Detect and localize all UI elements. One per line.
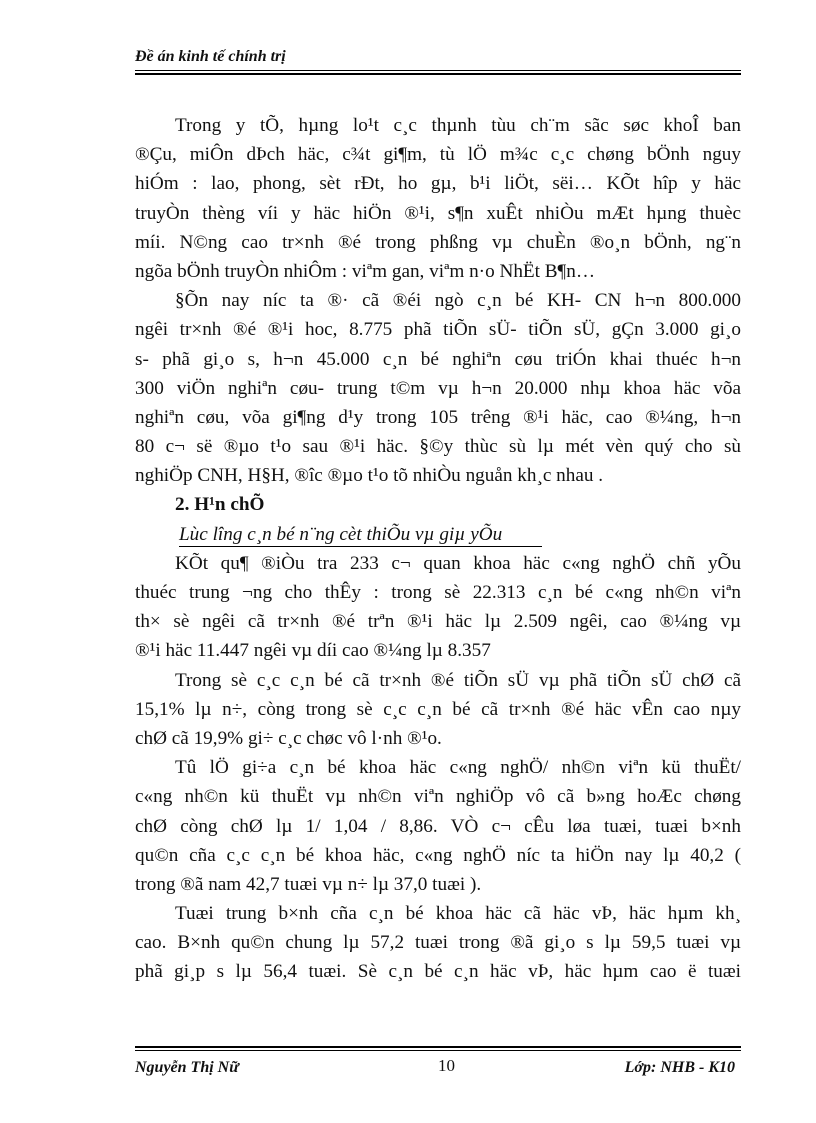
header-rule [135, 70, 741, 71]
paragraph-line: ngêi tr×nh ®é ®¹i hoc, 8.775 phã tiÕn sÜ- tiÕn sÜ, gÇn 3.000 gi¸o [135, 319, 741, 341]
paragraph-line: cao. B×nh qu©n chung lµ 57,2 tuæi trong ®ã gi¸o s lµ 59,5 tuæi vµ [135, 932, 741, 954]
paragraph-line: Trong sè c¸c c¸n bé cã tr×nh ®é tiÕn sÜ vµ phã tiÕn sÜ chØ cã [175, 669, 741, 691]
footer-author: Nguyễn Thị Nữ [135, 1059, 239, 1076]
paragraph-line: thuéc trung ¬ng cho thÊy : trong sè 22.313 c¸n bé c«ng nh©n viªn [135, 582, 741, 603]
paragraph-line: hiÓm : lao, phong, sèt rÐt, ho gµ, b¹i liÖt, sëi… KÕt hîp y häc [135, 173, 741, 195]
header-title: Đề án kinh tế chính trị [135, 48, 286, 65]
paragraph-line: míi. N©ng cao tr×nh ®é trong phßng vµ chuÈn ®o¸n bÖnh, ng¨n [135, 231, 741, 253]
paragraph-line: 300 viÖn nghiªn cøu- trung t©m vµ h¬n 20.000 nhµ khoa häc võa [135, 377, 741, 399]
footer-class: Lớp: NHB - K10 [624, 1059, 735, 1076]
subheading-line [135, 520, 741, 549]
paragraph-line: ®Çu, miÔn dÞch häc, c¾t gi¶m, tù lÖ m¾c c¸c chøng bÖnh nguy [135, 144, 741, 166]
paragraph-line: KÕt qu¶ ®iÒu tra 233 c¬ quan khoa häc c«ng nghÖ chñ yÕu [175, 552, 741, 574]
paragraph-line: nghiÖp CNH, H§H, ®îc ®µo t¹o tõ nhiÒu nguån kh¸c nhau . [135, 465, 604, 487]
paragraph-line: Tû lÖ gi÷a c¸n bé khoa häc c«ng nghÖ/ nh©n viªn kü thuËt/ [175, 757, 741, 779]
paragraph-line: trong ®ã nam 42,7 tuæi vµ n÷ lµ 37,0 tuæi ). [135, 873, 482, 895]
paragraph-line: Trong y tÕ, hµng lo¹t c¸c thµnh tùu ch¨m sãc søc khoÎ ban [175, 115, 741, 136]
paragraph-line: th× sè ngêi cã tr×nh ®é trªn ®¹i häc lµ 2.509 ngêi, cao ®¼ng vµ [135, 611, 741, 633]
header-rule-thick [135, 73, 741, 75]
paragraph-line: qu©n cña c¸c c¸n bé khoa häc, c«ng nghÖ níc ta hiÖn nay lµ 40,2 ( [135, 844, 741, 866]
paragraph-line: phã gi¸p s lµ 56,4 tuæi. Sè c¸n bé c¸n häc vÞ, häc hµm cao ë tuæi [135, 961, 741, 983]
page-number: 10 [438, 1056, 455, 1075]
document-body [135, 111, 741, 987]
paragraph-line: ngõa bÖnh truyÒn nhiÔm : viªm gan, viªm n·o NhËt B¶n… [135, 260, 596, 282]
section-heading: 2. H¹n chÕ [175, 494, 265, 516]
paragraph-line: §Õn nay níc ta ®· cã ®éi ngò c¸n bé KH- CN h¬n 800.000 [175, 290, 741, 312]
paragraph-line: nghiªn cøu, võa gi¶ng d¹y trong 105 trêng ®¹i häc, cao ®¼ng, h¬n [135, 406, 741, 428]
page-header [135, 44, 741, 72]
paragraph-line: s- phã gi¸o s, h¬n 45.000 c¸n bé nghiªn cøu triÓn khai thuéc h¬n [135, 348, 741, 370]
paragraph-line: chØ còng chØ lµ 1/ 1,04 / 8,86. VÒ c¬ cÊu løa tuæi, tuæi b×nh [135, 815, 741, 837]
footer-rule [135, 1050, 741, 1051]
paragraph-line: 80 c¬ së ®µo t¹o sau ®¹i häc. §©y thùc sù lµ mét vèn quý cho sù [135, 436, 741, 458]
paragraph-line: Tuæi trung b×nh cña c¸n bé khoa häc cã häc vÞ, häc hµm kh¸ [175, 903, 741, 925]
paragraph-line: chØ cã 19,9% gi÷ c¸c chøc vô l·nh ®¹o. [135, 727, 442, 749]
paragraph-line: 15,1% lµ n÷, còng trong sè c¸c c¸n bé cã tr×nh ®é häc vÊn cao nµy [135, 698, 741, 720]
paragraph-line: c«ng nh©n kü thuËt vµ nh©n viªn nghiÖp vô cã b»ng hoÆc chøng [135, 786, 741, 808]
paragraph-line: truyÒn thèng víi y häc hiÖn ®¹i, s¶n xuÊt nhiÒu mÆt hµng thuèc [135, 202, 741, 224]
footer-rule-thick [135, 1046, 741, 1048]
page-footer [135, 1046, 741, 1086]
paragraph-line: ®¹i häc 11.447 ngêi vµ díi cao ®¼ng lµ 8.357 [135, 640, 491, 662]
subheading: Lùc lîng c¸n bé n¨ng cèt thiÕu vµ giµ yÕu [179, 524, 542, 547]
